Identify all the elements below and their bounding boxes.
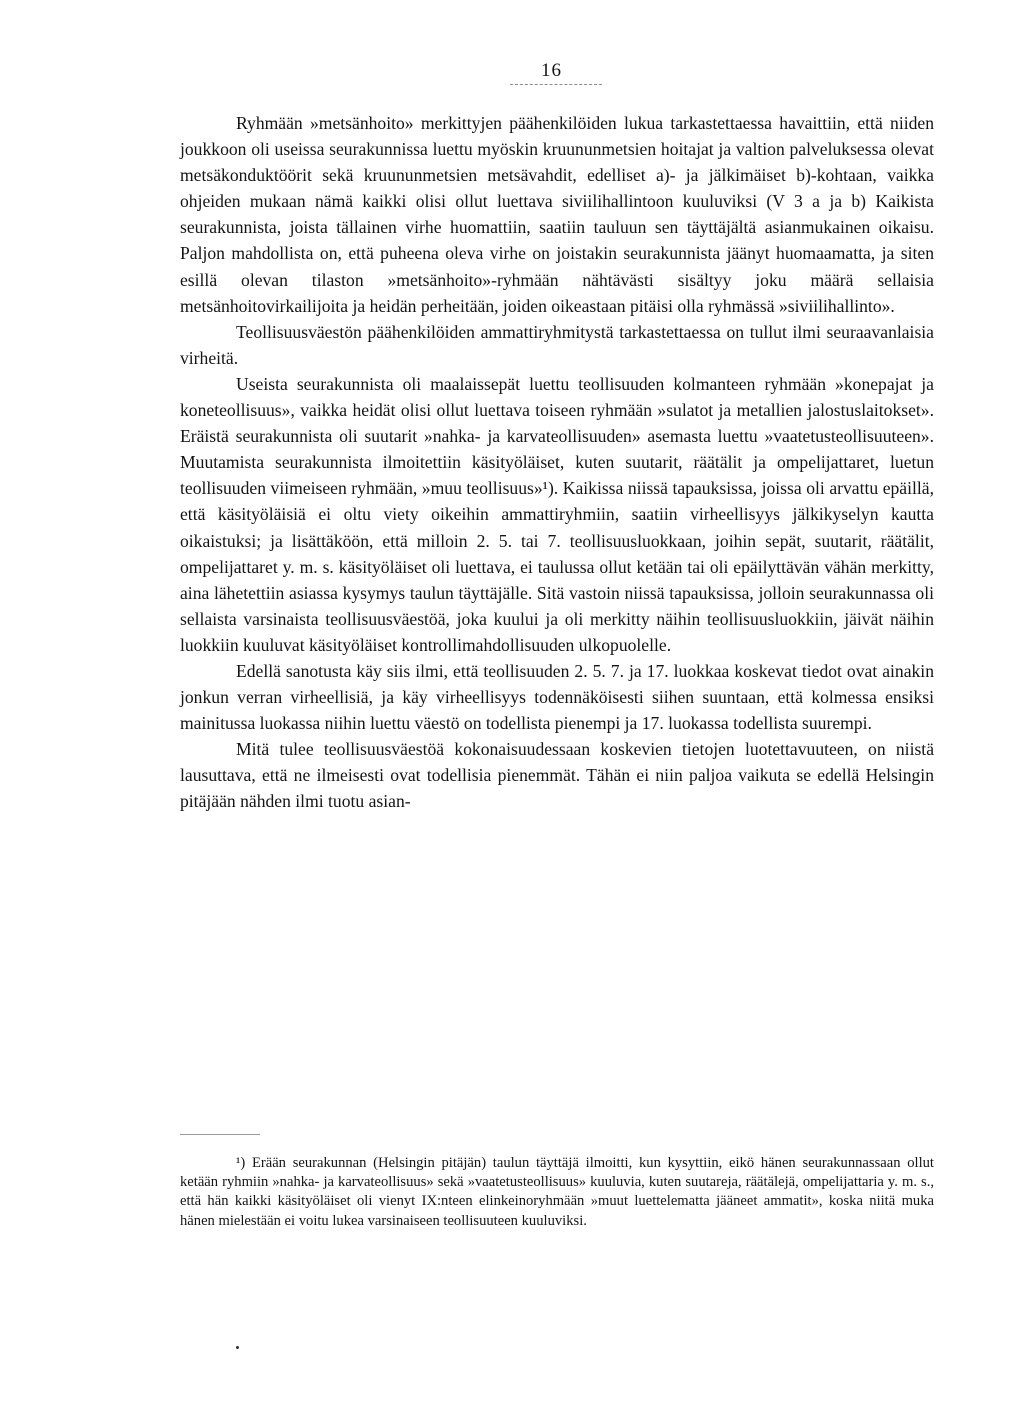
paragraph-luokkien-tiedot: Edellä sanotusta käy siis ilmi, että teollisuuden 2. 5. 7. ja 17. luokkaa koskevat tiedot ovat ainakin jonkun verran virheellisiä, ja käy virheellisyys todennäköisesti siihen suuntaan, että kolmessa ensiksi mainitussa luokassa niihin luettu väestö on todellista pienempi ja 17. luokassa todellista suurempi.: [180, 660, 934, 734]
header-rule: [510, 84, 602, 85]
paragraph-seurakunnat-virheet: Useista seurakunnista oli maalaissepät luettu teollisuuden kolmanteen ryhmään »konepajat ja koneteollisuus», vaikka heidät olisi ollut luettava toiseen ryhmään »sulatot ja metallien jalostuslaitokset». Eräistä seurakunnista oli suutarit »nahka- ja karvateollisuuden» asemasta luettu »vaatetusteollisuuteen». Muutamista seurakunnista ilmoitettiin käsityöläiset, kuten suutarit, räätälit ja ompelijattaret, luetun teollisuuden viimeiseen ryhmään, »muu teollisuus»¹). Kaikissa niissä tapauksissa, joissa oli arvattu epäillä, että käsityöläisiä ei oltu viety oikeihin ammattiryhmiin, saatiin virheellisyys jälkikyselyn kautta oikaistuksi; ja lisättäköön, että milloin 2. 5. tai 7. teollisuusluokkaan, joihin sepät, suutarit, räätälit, ompelijattaret y. m. s. käsityöläiset oli luettava, ei taulussa ollut ketään tai oli epäilyttävän vähän merkitty, aina lähetettiin asiassa kysymys taulun täyttäjälle. Sitä vastoin niissä tapauksissa, jolloin seurakunnassa oli sellaista varsinaista teollisuusväestöä, joka kuului ja oli merkitty näihin teollisuusluokkiin, jäivät näihin luokkiin kuuluvat käsityöläiset kontrollimahdollisuuden ulkopuolelle.: [180, 373, 934, 655]
paragraph-metsanhoito: Ryhmään »metsänhoito» merkittyjen päähenkilöiden lukua tarkastettaessa havaittiin, että niiden joukkoon oli useissa seurakunnissa luettu myöskin kruununmetsien hoitajat ja valtion palveluksessa olevat metsäkonduktöörit sekä kruununmetsien metsävahdit, edelliset a)- ja jälkimäiset b)-kohtaan, vaikka ohjeiden mukaan nämä kaikki olisi ollut luettava siviilihallintoon kuuluviksi (V 3 a ja b) Kaikista seurakunnista, joista tällainen virhe huomattiin, saatiin tauluun sen täyttäjältä asianmukainen oikaisu. Paljon mahdollista on, että puheena oleva virhe on joistakin seurakunnista jäänyt huomaamatta, ja siten esillä olevan tilaston »metsänhoito»-ryhmään nähtävästi sisältyy joku määrä sellaisia metsänhoitovirkailijoita ja heidän perheitään, joiden oikeastaan pitäisi olla ryhmässä »siviilihallinto».: [180, 113, 934, 316]
paragraph-luotettavuus: Mitä tulee teollisuusväestöä kokonaisuudessaan koskevien tietojen luotettavuuteen, on niistä lausuttava, että ne ilmeisesti ovat todellisia pienemmät. Tähän ei niin paljoa vaikuta se edellä Helsingin pitäjään nähden ilmi tuotu asian-: [180, 739, 934, 812]
page-number: 16: [541, 60, 562, 81]
paragraph-teollisuusvaesto-intro: Teollisuusväestön päähenkilöiden ammattiryhmitystä tarkastettaessa on tullut ilmi seuraavanlaisia virheitä.: [180, 321, 934, 368]
stray-mark: [236, 1346, 239, 1349]
footnote-rule: [180, 1134, 260, 1135]
footnote: ¹) Erään seurakunnan (Helsingin pitäjän) taulun täyttäjä ilmoitti, kun kysyttiin, eikö hänen seurakunnassaan ollut ketään ryhmiin »nahka- ja karvateollisuus» sekä »vaatetusteollisuus» kuuluvia, kuten suutareja, räätälejä, ompelijattaria y. m. s., että hän kaikki käsityöläiset oli vienyt IX:nteen elinkeinoryhmään »muut luettelematta jääneet ammatit», koska niitä muka hänen mielestään ei voitu lukea varsinaiseen teollisuuteen kuuluviksi.: [180, 1155, 934, 1229]
body-text: [180, 110, 934, 815]
